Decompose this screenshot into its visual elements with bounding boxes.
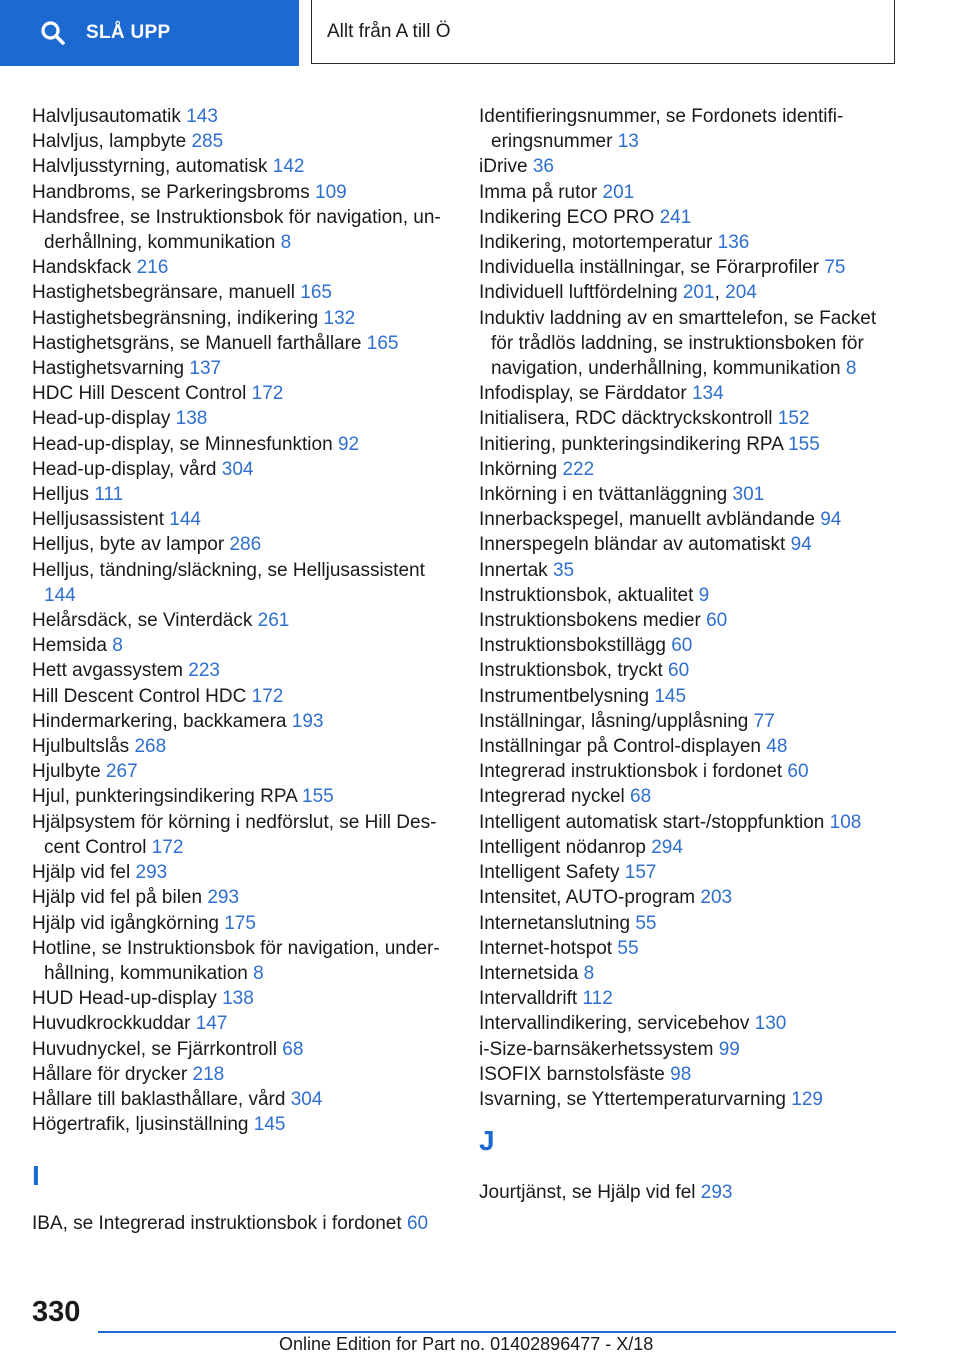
index-entry-text: Hjulbyte (32, 761, 101, 783)
index-entry (479, 1087, 899, 1112)
page-link[interactable]: 134 (691, 383, 724, 405)
page-link[interactable]: 193 (291, 710, 324, 732)
index-entry-text: Högertrafik, ljusinställning (32, 1114, 249, 1136)
page-link[interactable]: 293 (207, 887, 240, 909)
index-entry (32, 558, 452, 608)
index-entry (32, 885, 452, 910)
page-link[interactable]: 165 (366, 332, 399, 354)
index-entry (32, 129, 452, 154)
index-entry-text: Halvljusautomatik (32, 106, 181, 127)
index-entry (479, 558, 899, 583)
page-link[interactable]: 204 (725, 282, 757, 304)
page-link[interactable]: 147 (195, 1013, 228, 1035)
page-link[interactable]: 293 (700, 1182, 733, 1204)
index-entry (479, 1011, 899, 1036)
page-link[interactable]: 60 (787, 761, 809, 783)
index-entry-text: Hjälp vid fel på bilen (32, 887, 203, 909)
page-link[interactable]: 99 (718, 1038, 740, 1060)
index-entry-text: IBA, se Integrerad instruktionsbok i fordonet (32, 1213, 402, 1235)
index-entry-text: Hastighetsvarning (32, 358, 185, 380)
index-list-j (479, 1180, 899, 1205)
page-number: 330 (32, 1296, 81, 1328)
index-entry-text: Induktiv laddning av en smarttelefon, se Facket för trådlös laddning, se instruktionsboken för navigation, underhållning, kommunikation (479, 307, 877, 380)
index-entry-text: Intelligent Safety (479, 862, 620, 884)
page-link[interactable]: 286 (229, 534, 262, 556)
index-entry-text: Initialisera, RDC däcktryckskontroll (479, 408, 773, 430)
page-link[interactable]: 175 (224, 912, 256, 934)
index-entry-text: Helljus (32, 484, 90, 506)
page-link[interactable]: 201 (602, 181, 635, 203)
page-link[interactable]: 60 (406, 1213, 429, 1235)
page-link[interactable]: 8 (112, 635, 123, 657)
index-entry-text: i-Size-barnsäkerhetssystem (479, 1038, 714, 1060)
index-entry-text: Inställningar på Control-displayen (479, 736, 761, 758)
index-entry-text: Handbroms, se Parkeringsbroms (32, 181, 310, 203)
index-entry-text: Head-up-display, vård (32, 458, 217, 480)
page-link[interactable]: 9 (698, 584, 710, 606)
page-link[interactable]: 129 (791, 1088, 823, 1110)
index-entry (32, 759, 452, 784)
index-entry (479, 633, 899, 658)
index-entry (479, 205, 899, 230)
page-link[interactable]: 68 (630, 786, 652, 808)
index-entry-text: Inställningar, låsning/upplåsning (479, 710, 749, 732)
index-entry-text: Initiering, punkteringsindikering RPA (479, 433, 783, 455)
page-link[interactable]: 155 (302, 786, 334, 808)
index-entry (479, 230, 899, 255)
index-entry (32, 507, 452, 532)
index-entry-text: Hastighetsbegränsare, manuell (32, 282, 295, 304)
index-entry (32, 154, 452, 179)
index-column-right (479, 104, 899, 1205)
index-entry (479, 482, 899, 507)
index-entry (32, 810, 452, 860)
index-entry (32, 860, 452, 885)
index-entry (32, 658, 452, 683)
index-entry (479, 835, 899, 860)
page-link[interactable]: 60 (671, 635, 693, 657)
index-entry (32, 633, 452, 658)
page-link[interactable]: 98 (670, 1063, 692, 1085)
section-letter-j: J (479, 1125, 495, 1157)
page-link[interactable]: 55 (635, 912, 657, 934)
index-entry-text: Hett avgassystem (32, 660, 183, 682)
search-button-label: SLÅ UPP (86, 22, 171, 43)
index-entry (479, 583, 899, 608)
page-link[interactable]: 152 (777, 408, 810, 430)
index-entry (32, 180, 452, 205)
page-link[interactable]: 55 (617, 937, 639, 959)
page-link[interactable]: 144 (169, 509, 201, 531)
index-entry (479, 759, 899, 784)
index-entry-text: Inkörning i en tvättanläggning (479, 484, 728, 506)
page-link[interactable]: 13 (617, 131, 639, 153)
index-entry (479, 936, 899, 961)
index-entry-text: iDrive (479, 156, 528, 178)
index-entry-text: Identifieringsnummer, se Fordonets identifieringsnummer (479, 106, 844, 153)
page-link[interactable]: 145 (253, 1114, 286, 1136)
page-link[interactable]: 138 (175, 408, 208, 430)
index-entry-text: Instruktionsbokstillägg (479, 635, 666, 657)
index-entry-text: Intelligent nödanrop (479, 836, 646, 858)
index-entry (479, 180, 899, 205)
page-link[interactable]: 108 (829, 811, 862, 833)
index-entry (479, 154, 899, 179)
index-entry-text: ISOFIX barnstolsfäste (479, 1063, 665, 1085)
index-entry-text: Innertak (479, 559, 548, 581)
page-link[interactable]: 218 (192, 1063, 225, 1085)
index-entry (32, 104, 452, 129)
index-entry-text: Helljus, tändning/släckning, se Helljusassistent (32, 559, 425, 581)
index-entry-text: Indikering ECO PRO (479, 206, 655, 228)
index-entry (32, 1112, 452, 1137)
index-entry (479, 911, 899, 936)
index-entry-text: Isvarning, se Yttertemperaturvarning (479, 1088, 786, 1110)
index-entry (32, 1087, 452, 1112)
page-link[interactable]: 268 (134, 736, 167, 758)
index-entry-text: Head-up-display (32, 408, 171, 430)
page-link[interactable]: 285 (191, 131, 224, 153)
index-entry-text: Hjälpsystem för körning i nedförslut, se Hill Descent Control (32, 811, 437, 858)
index-entry-text: Hjälp vid fel (32, 862, 131, 884)
page-link[interactable]: 267 (105, 761, 138, 783)
index-entry (32, 709, 452, 734)
breadcrumb-label: Allt från A till Ö (327, 20, 451, 42)
index-entry-text: Innerspegeln bländar av automatiskt (479, 534, 786, 556)
index-entry-text: Instruktionsbokens medier (479, 610, 701, 632)
index-entry (32, 457, 452, 482)
page-link[interactable]: 201 (682, 282, 715, 304)
page-link[interactable]: 92 (337, 433, 360, 455)
index-entry (479, 1062, 899, 1087)
page-link[interactable]: 144 (44, 584, 76, 606)
page-link[interactable]: 143 (186, 106, 218, 127)
page-link[interactable]: 304 (290, 1088, 323, 1110)
index-entry-text: Helljusassistent (32, 509, 164, 531)
search-icon (40, 20, 66, 46)
index-entry-text: Internet-hotspot (479, 937, 613, 959)
page-link[interactable]: 165 (300, 282, 332, 304)
index-entry (479, 1180, 899, 1205)
index-entry-text: Intensitet, AUTO-program (479, 887, 696, 909)
index-entry-text: Hastighetsbegränsning, indikering (32, 307, 319, 329)
index-entry (32, 356, 452, 381)
index-entry-text: Handsfree, se Instruktionsbok för navigation, underhållning, kommunikation (32, 206, 441, 254)
index-entry-text: Intervalldrift (479, 988, 578, 1010)
index-entry-text: Instruktionsbok, aktualitet (479, 584, 694, 606)
index-entry-text: Infodisplay, se Färddator (479, 383, 687, 405)
page-link[interactable]: 136 (717, 232, 750, 254)
index-list-left (32, 104, 452, 1137)
index-entry-text: Huvudkrockkuddar (32, 1013, 191, 1035)
index-entry (479, 104, 899, 154)
index-entry-text: Hill Descent Control HDC (32, 685, 247, 707)
index-list-right (479, 104, 899, 1112)
page-link[interactable]: 75 (824, 257, 846, 279)
page-link[interactable]: 8 (845, 358, 857, 380)
page-link[interactable]: 137 (189, 358, 222, 380)
page-link[interactable]: 94 (790, 534, 812, 556)
page-link[interactable]: 157 (624, 862, 657, 884)
breadcrumb[interactable] (311, 0, 895, 64)
index-entry (479, 381, 899, 406)
index-entry (32, 1037, 452, 1062)
index-entry-text: Hållare till baklasthållare, vård (32, 1088, 286, 1110)
index-entry (479, 658, 899, 683)
index-entry-text: Hjul, punkteringsindikering RPA (32, 786, 297, 808)
index-entry (479, 432, 899, 457)
page-link[interactable]: 94 (820, 509, 842, 531)
index-entry (479, 784, 899, 809)
index-entry-text: Integrerad instruktionsbok i fordonet (479, 761, 783, 783)
index-entry (32, 482, 452, 507)
index-entry-text: Halvljusstyrning, automatisk (32, 156, 268, 178)
index-entry (479, 608, 899, 633)
search-button[interactable] (0, 0, 299, 66)
index-entry-text: Handskfack (32, 257, 132, 279)
index-entry-text: Internetsida (479, 962, 579, 984)
index-entry (32, 608, 452, 633)
index-entry (32, 986, 452, 1011)
index-entry (479, 532, 899, 557)
index-entry-text: Individuell luftfördelning (479, 282, 678, 304)
index-column-left (32, 104, 452, 1237)
index-entry (32, 911, 452, 936)
index-entry (32, 280, 452, 305)
index-entry (32, 784, 452, 809)
index-entry-text: Hemsida (32, 635, 107, 657)
index-entry (479, 810, 899, 835)
index-entry (32, 205, 452, 255)
index-entry-text: Hotline, se Instruktionsbok för navigation, underhållning, kommunikation (32, 937, 440, 984)
index-entry: Individuell luftfördelning 201, 204 (479, 282, 757, 304)
page-link[interactable]: 172 (251, 383, 284, 405)
index-entry-text: Hindermarkering, backkamera (32, 710, 287, 732)
top-bar (0, 0, 960, 66)
index-entry (32, 331, 452, 356)
page-link[interactable]: 77 (753, 710, 775, 732)
page-link[interactable]: 216 (136, 257, 169, 279)
page-link[interactable]: 261 (257, 610, 290, 632)
page-link[interactable]: 301 (732, 484, 765, 506)
page-link[interactable]: 8 (253, 962, 264, 984)
page-link[interactable]: 241 (659, 206, 692, 228)
page-link[interactable]: 222 (562, 458, 595, 480)
index-entry-text: Halvljus, lampbyte (32, 131, 187, 153)
index-entry-text: Indikering, motortemperatur (479, 232, 713, 254)
page-link[interactable]: 294 (651, 836, 683, 858)
page-link[interactable]: 130 (754, 1013, 787, 1035)
page-link[interactable]: 142 (272, 156, 305, 178)
page-link[interactable]: 60 (706, 610, 728, 632)
edition-footer: Online Edition for Part no. 01402896477 - X/18 (279, 1334, 654, 1354)
index-entry (32, 684, 452, 709)
page-link[interactable]: 155 (788, 433, 820, 455)
page-link[interactable]: 112 (582, 988, 613, 1010)
page-link[interactable]: 36 (532, 156, 554, 178)
footer-divider (98, 1331, 896, 1333)
index-entry-text: HDC Hill Descent Control (32, 383, 247, 405)
index-entry (479, 885, 899, 910)
index-entry-text: Hållare för drycker (32, 1063, 188, 1085)
page-link[interactable]: 8 (280, 232, 292, 254)
index-entry (32, 936, 452, 986)
index-entry-text: Helljus, byte av lampor (32, 534, 225, 556)
index-entry-text: Instrumentbelysning (479, 685, 650, 707)
page-link[interactable]: 203 (700, 887, 733, 909)
page-link[interactable]: 172 (251, 685, 284, 707)
index-entry (479, 684, 899, 709)
index-entry (32, 255, 452, 280)
page-link[interactable]: 138 (222, 988, 254, 1010)
index-entry-text: Inkörning (479, 458, 558, 480)
index-entry-text: Helårsdäck, se Vinterdäck (32, 610, 253, 632)
index-entry-text: Integrerad nyckel (479, 786, 625, 808)
index-entry (32, 1011, 452, 1036)
index-entry-text: Head-up-display, se Minnesfunktion (32, 433, 333, 455)
index-entry (479, 406, 899, 431)
index-entry (32, 381, 452, 406)
index-entry-text: Individuella inställningar, se Förarprofiler (479, 257, 820, 279)
page-link[interactable]: 304 (221, 458, 254, 480)
index-entry-text: Imma på rutor (479, 181, 598, 203)
page-link[interactable]: 60 (668, 660, 690, 682)
page-link[interactable]: 223 (188, 660, 220, 682)
index-entry (479, 709, 899, 734)
index-entry-text: HUD Head-up-display (32, 988, 217, 1010)
index-entry (479, 507, 899, 532)
section-letter-i: I (32, 1160, 40, 1192)
index-entry (32, 532, 452, 557)
index-entry-text: Intervallindikering, servicebehov (479, 1013, 750, 1035)
index-list-i (32, 1211, 452, 1236)
page-link[interactable]: 132 (323, 307, 356, 329)
page-link[interactable]: 109 (315, 181, 347, 203)
page-link[interactable]: 35 (552, 559, 575, 581)
index-entry (479, 734, 899, 759)
index-entry (32, 1211, 452, 1236)
index-entry (32, 734, 452, 759)
index-entry (32, 306, 452, 331)
index-entry-text: Jourtjänst, se Hjälp vid fel (479, 1182, 696, 1204)
index-entry-text: Internetanslutning (479, 912, 631, 934)
index-entry (479, 306, 899, 382)
index-entry-text: Hjulbultslås (32, 736, 130, 758)
page-link[interactable]: 8 (583, 962, 595, 984)
index-entry (479, 860, 899, 885)
index-entry (479, 457, 899, 482)
index-entry (32, 1062, 452, 1087)
index-entry-text: Huvudnyckel, se Fjärrkontroll (32, 1038, 277, 1060)
page-link[interactable]: 145 (654, 685, 687, 707)
page-link[interactable]: 172 (151, 836, 184, 858)
index-entry (479, 1037, 899, 1062)
index-entry (32, 432, 452, 457)
page-link[interactable]: 48 (766, 736, 788, 758)
index-entry-text: Hastighetsgräns, se Manuell farthållare (32, 332, 362, 354)
index-entry (32, 406, 452, 431)
page-link[interactable]: 68 (282, 1038, 304, 1060)
index-entry-text: Instruktionsbok, tryckt (479, 660, 663, 682)
page-link[interactable]: 293 (135, 862, 168, 884)
page-link[interactable]: 111 (94, 484, 124, 506)
index-entry-text: Intelligent automatisk start-/stoppfunktion (479, 811, 825, 833)
index-entry (479, 255, 899, 280)
index-entry-text: Innerbackspegel, manuellt avbländande (479, 509, 815, 531)
index-entry-text: Hjälp vid igångkörning (32, 912, 219, 934)
index-entry (479, 986, 899, 1011)
index-entry (479, 961, 899, 986)
